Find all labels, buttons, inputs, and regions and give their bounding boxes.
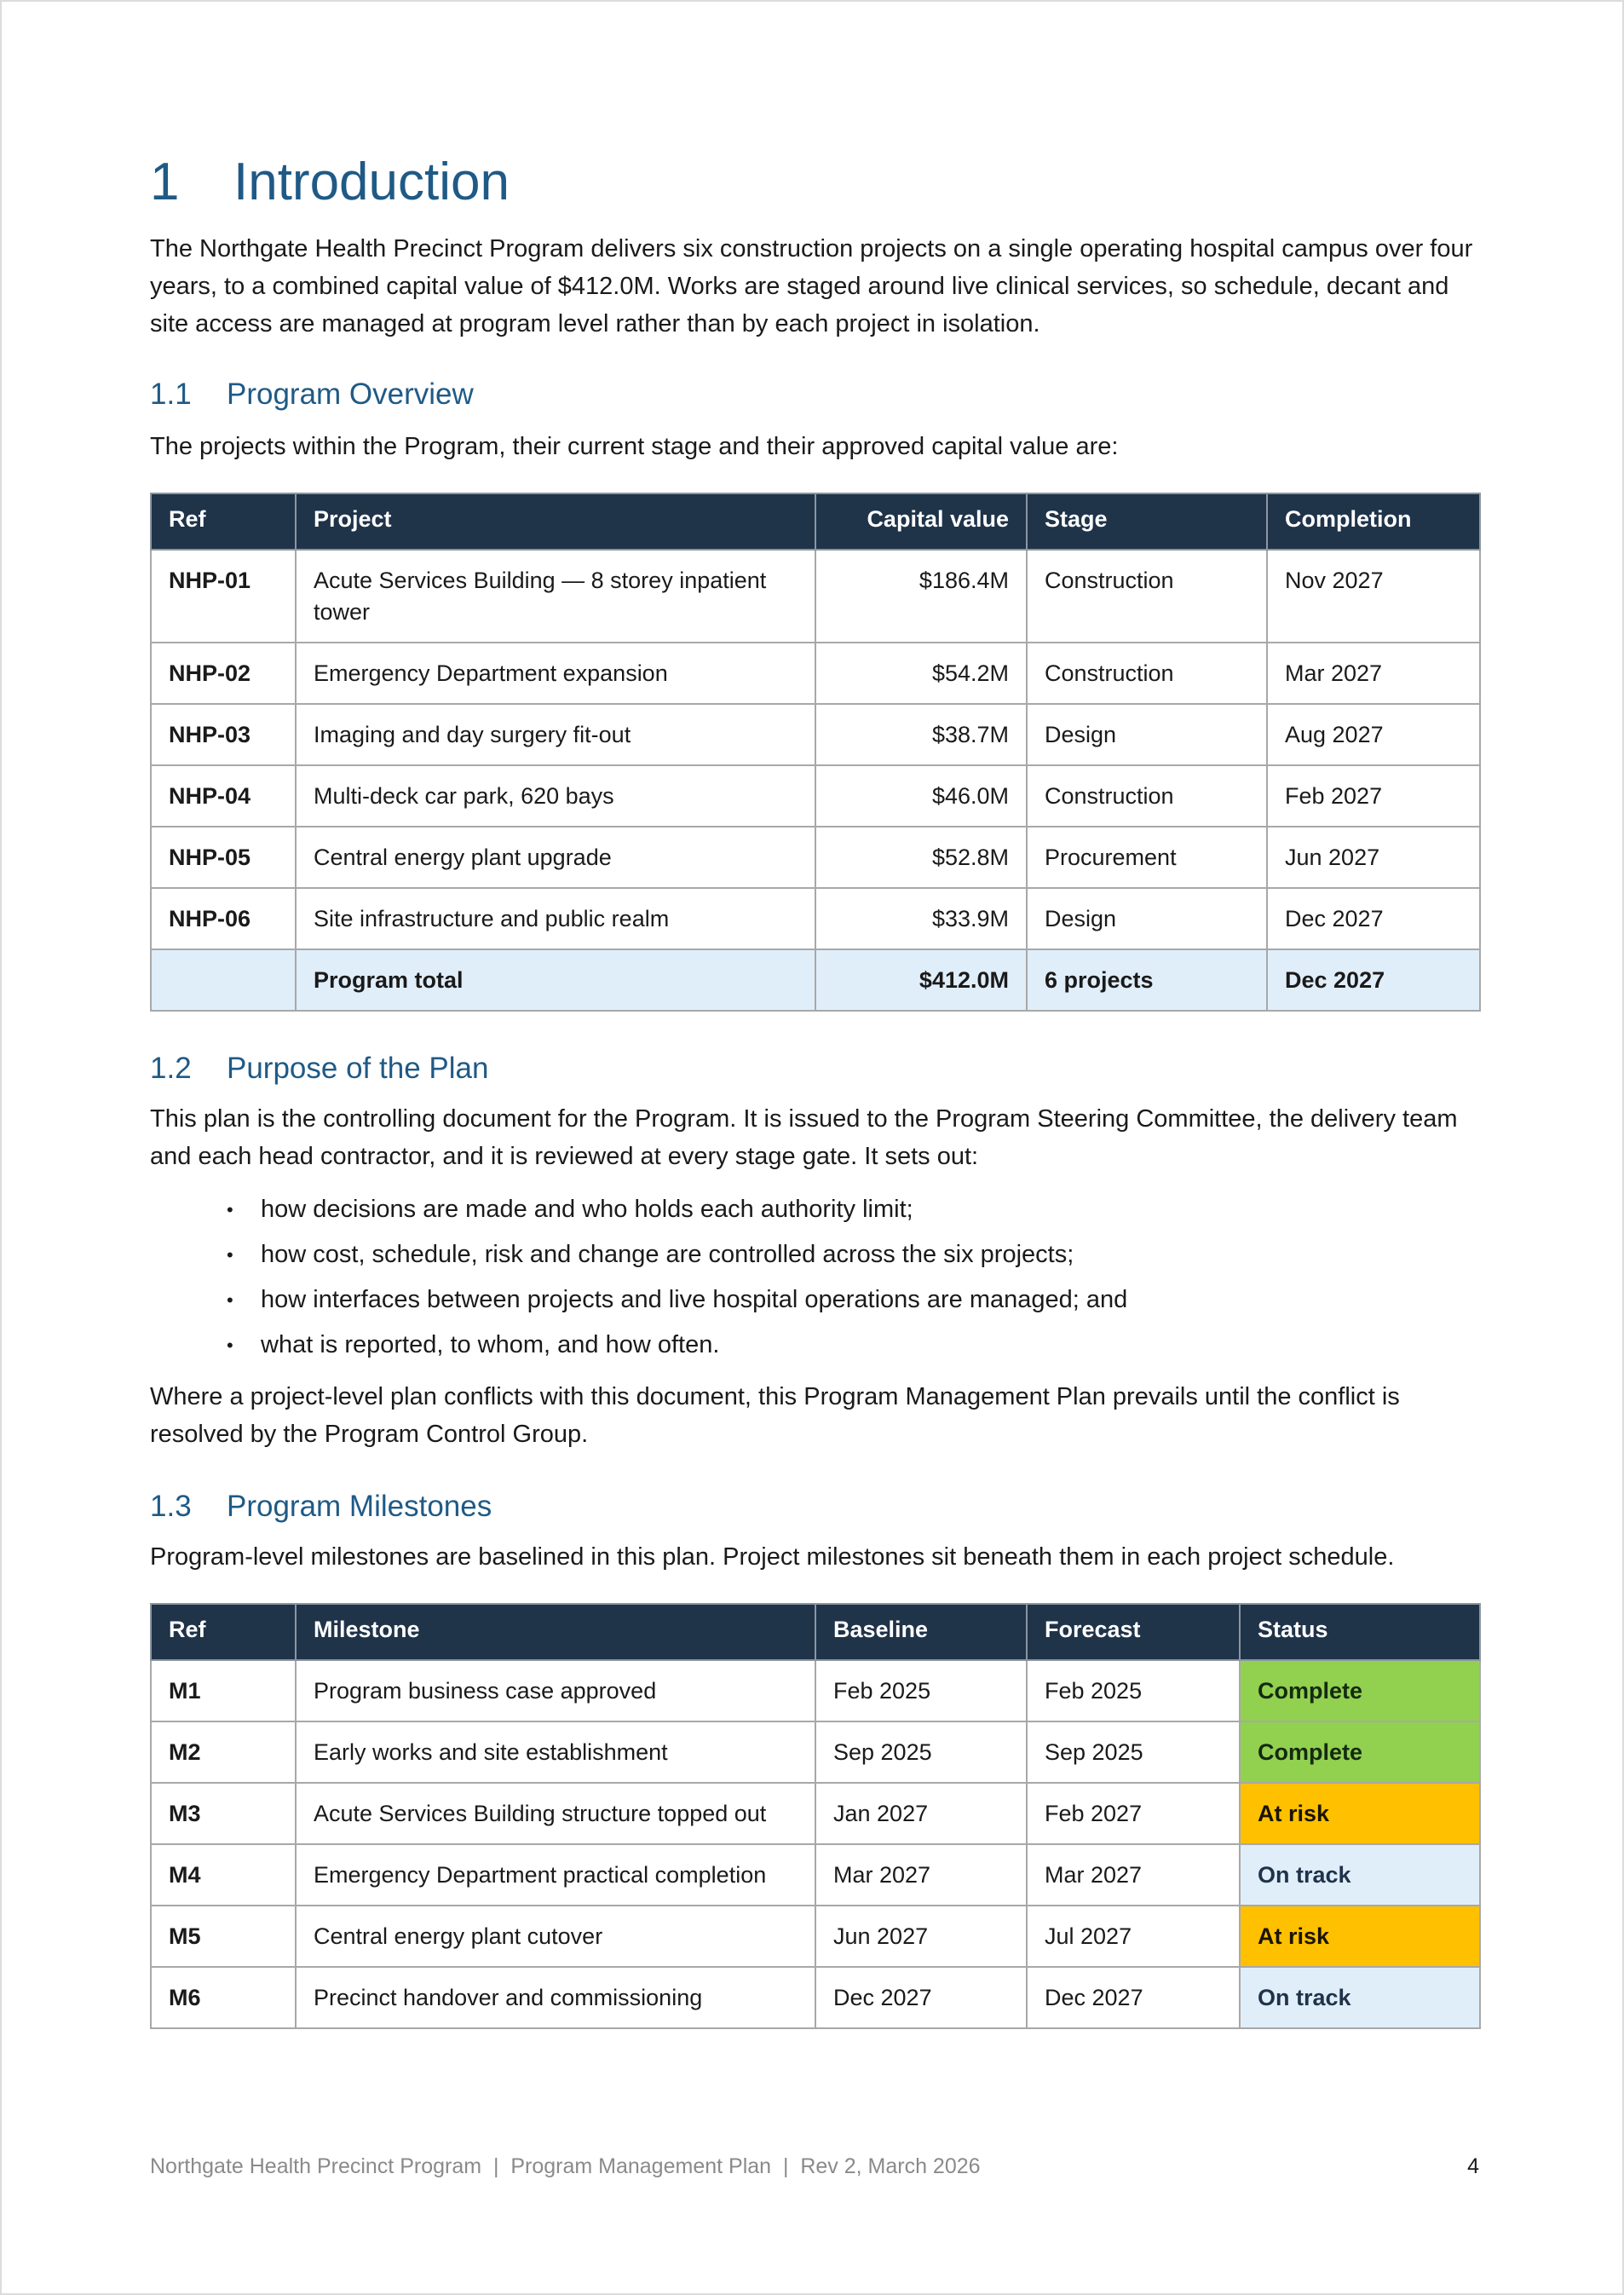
- milestones-title: Program Milestones: [227, 1490, 492, 1523]
- milestone-name: Emergency Department practical completion: [296, 1844, 815, 1906]
- total-label: Program total: [296, 949, 815, 1011]
- table-row: [151, 888, 1480, 949]
- section-title: Introduction: [233, 153, 510, 211]
- overview-title: Program Overview: [227, 378, 474, 411]
- header-baseline: Baseline: [815, 1604, 1027, 1660]
- milestones-heading: [150, 1485, 1479, 1528]
- milestone-name: Precinct handover and commissioning: [296, 1967, 815, 2028]
- list-item: [227, 1232, 1479, 1277]
- page-content: [150, 145, 1479, 2029]
- list-item-text: how cost, schedule, risk and change are controlled across the six projects;: [261, 1241, 1074, 1268]
- overview-heading: [150, 373, 1479, 416]
- status-badge: On track: [1240, 1844, 1480, 1906]
- header-forecast: Forecast: [1027, 1604, 1240, 1660]
- capital-value: $33.9M: [815, 888, 1027, 949]
- milestone-ref: M5: [151, 1906, 296, 1967]
- overview-paragraph: The projects within the Program, their current stage and their approved capital value are:: [150, 433, 1119, 460]
- milestone-forecast: Sep 2025: [1027, 1721, 1240, 1783]
- header-project: Project: [296, 493, 815, 550]
- table-row: [151, 704, 1480, 765]
- header-completion: Completion: [1267, 493, 1480, 550]
- project-name: Emergency Department expansion: [296, 643, 815, 704]
- table-row: [151, 1906, 1480, 1967]
- project-ref: NHP-02: [151, 643, 296, 704]
- project-completion: Dec 2027: [1267, 888, 1480, 949]
- milestone-baseline: Feb 2025: [815, 1660, 1027, 1721]
- total-count: 6 projects: [1027, 949, 1267, 1011]
- status-badge: At risk: [1240, 1906, 1480, 1967]
- project-stage: Procurement: [1027, 827, 1267, 888]
- milestones-paragraph: Program-level milestones are baselined in this plan. Project milestones sit beneath them in each project schedule.: [150, 1543, 1395, 1571]
- total-row: [151, 949, 1480, 1011]
- intro-paragraph: The Northgate Health Precinct Program delivers six construction projects on a single operating hospital campus over four years, to a combined capital value of $412.0M. Works are staged around live clinical services, so schedule, decant and site access are managed at program level rather than by each project in isolation.: [150, 235, 1473, 337]
- milestone-name: Central energy plant cutover: [296, 1906, 815, 1967]
- milestone-name: Early works and site establishment: [296, 1721, 815, 1783]
- project-stage: Construction: [1027, 643, 1267, 704]
- capital-value: $52.8M: [815, 827, 1027, 888]
- project-ref: NHP-06: [151, 888, 296, 949]
- milestones-header-row: [151, 1604, 1480, 1660]
- milestone-name: Program business case approved: [296, 1660, 815, 1721]
- project-stage: Construction: [1027, 550, 1267, 643]
- projects-header-row: [151, 493, 1480, 550]
- page-footer: [150, 2153, 1479, 2180]
- project-name: Acute Services Building — 8 storey inpatient tower: [296, 550, 815, 643]
- table-row: [151, 1660, 1480, 1721]
- project-completion: Nov 2027: [1267, 550, 1480, 643]
- table-row: [151, 550, 1480, 643]
- project-completion: Mar 2027: [1267, 643, 1480, 704]
- table-row: [151, 1721, 1480, 1783]
- milestone-baseline: Jun 2027: [815, 1906, 1027, 1967]
- project-name: Central energy plant upgrade: [296, 827, 815, 888]
- milestone-baseline: Mar 2027: [815, 1844, 1027, 1906]
- project-stage: Design: [1027, 704, 1267, 765]
- milestones-table: [150, 1603, 1481, 2029]
- project-ref: NHP-03: [151, 704, 296, 765]
- page-number: 4: [1467, 2154, 1479, 2178]
- list-item: [227, 1187, 1479, 1232]
- milestone-name: Acute Services Building structure topped out: [296, 1783, 815, 1844]
- table-row: [151, 1783, 1480, 1844]
- table-row: [151, 827, 1480, 888]
- capital-value: $54.2M: [815, 643, 1027, 704]
- table-row: [151, 765, 1480, 827]
- total-completion: Dec 2027: [1267, 949, 1480, 1011]
- table-row: [151, 643, 1480, 704]
- capital-value: $38.7M: [815, 704, 1027, 765]
- status-badge: On track: [1240, 1967, 1480, 2028]
- capital-value: $186.4M: [815, 550, 1027, 643]
- overview-number: 1.1: [150, 378, 192, 411]
- header-ref: Ref: [151, 1604, 296, 1660]
- status-badge: At risk: [1240, 1783, 1480, 1844]
- milestone-forecast: Mar 2027: [1027, 1844, 1240, 1906]
- milestone-baseline: Dec 2027: [815, 1967, 1027, 2028]
- milestone-ref: M3: [151, 1783, 296, 1844]
- total-value: $412.0M: [815, 949, 1027, 1011]
- capital-value: $46.0M: [815, 765, 1027, 827]
- milestone-baseline: Jan 2027: [815, 1783, 1027, 1844]
- list-item-text: how decisions are made and who holds each authority limit;: [261, 1196, 913, 1223]
- section-number: 1: [150, 153, 180, 211]
- milestones-number: 1.3: [150, 1490, 192, 1523]
- project-name: Imaging and day surgery fit-out: [296, 704, 815, 765]
- status-badge: Complete: [1240, 1660, 1480, 1721]
- milestone-forecast: Dec 2027: [1027, 1967, 1240, 2028]
- milestone-forecast: Feb 2025: [1027, 1660, 1240, 1721]
- list-item-text: what is reported, to whom, and how often.: [261, 1331, 720, 1358]
- header-ref: Ref: [151, 493, 296, 550]
- status-badge: Complete: [1240, 1721, 1480, 1783]
- header-stage: Stage: [1027, 493, 1267, 550]
- total-ref: [151, 949, 296, 1011]
- list-item: [227, 1277, 1479, 1323]
- project-completion: Jun 2027: [1267, 827, 1480, 888]
- header-milestone: Milestone: [296, 1604, 815, 1660]
- project-name: Multi-deck car park, 620 bays: [296, 765, 815, 827]
- milestone-ref: M1: [151, 1660, 296, 1721]
- table-row: [151, 1967, 1480, 2028]
- bullet-icon: •: [227, 1335, 233, 1356]
- milestone-forecast: Jul 2027: [1027, 1906, 1240, 1967]
- purpose-bullet-list: [150, 1187, 1479, 1368]
- project-completion: Feb 2027: [1267, 765, 1480, 827]
- table-row: [151, 1844, 1480, 1906]
- purpose-closing-paragraph: Where a project-level plan conflicts with this document, this Program Management Plan prevails until the conflict is resolved by the Program Control Group.: [150, 1383, 1400, 1448]
- bullet-icon: •: [227, 1199, 233, 1220]
- bullet-icon: •: [227, 1244, 233, 1266]
- footer-text: Northgate Health Precinct Program | Program Management Plan | Rev 2, March 2026: [150, 2154, 981, 2178]
- list-item: [227, 1323, 1479, 1368]
- milestone-ref: M4: [151, 1844, 296, 1906]
- project-stage: Design: [1027, 888, 1267, 949]
- header-capital-value: Capital value: [815, 493, 1027, 550]
- milestone-baseline: Sep 2025: [815, 1721, 1027, 1783]
- project-ref: NHP-04: [151, 765, 296, 827]
- header-status: Status: [1240, 1604, 1480, 1660]
- purpose-heading: [150, 1047, 1479, 1090]
- purpose-number: 1.2: [150, 1052, 192, 1085]
- project-ref: NHP-05: [151, 827, 296, 888]
- projects-table: [150, 493, 1481, 1012]
- purpose-title: Purpose of the Plan: [227, 1052, 489, 1085]
- project-completion: Aug 2027: [1267, 704, 1480, 765]
- list-item-text: how interfaces between projects and live hospital operations are managed; and: [261, 1286, 1128, 1313]
- milestone-ref: M2: [151, 1721, 296, 1783]
- section-heading: [150, 148, 1479, 216]
- milestone-ref: M6: [151, 1967, 296, 2028]
- purpose-paragraph: This plan is the controlling document for the Program. It is issued to the Program Steering Committee, the delivery team and each head contractor, and it is reviewed at every stage gate. It sets out:: [150, 1105, 1458, 1170]
- bullet-icon: •: [227, 1289, 233, 1311]
- project-ref: NHP-01: [151, 550, 296, 643]
- project-name: Site infrastructure and public realm: [296, 888, 815, 949]
- project-stage: Construction: [1027, 765, 1267, 827]
- milestone-forecast: Feb 2027: [1027, 1783, 1240, 1844]
